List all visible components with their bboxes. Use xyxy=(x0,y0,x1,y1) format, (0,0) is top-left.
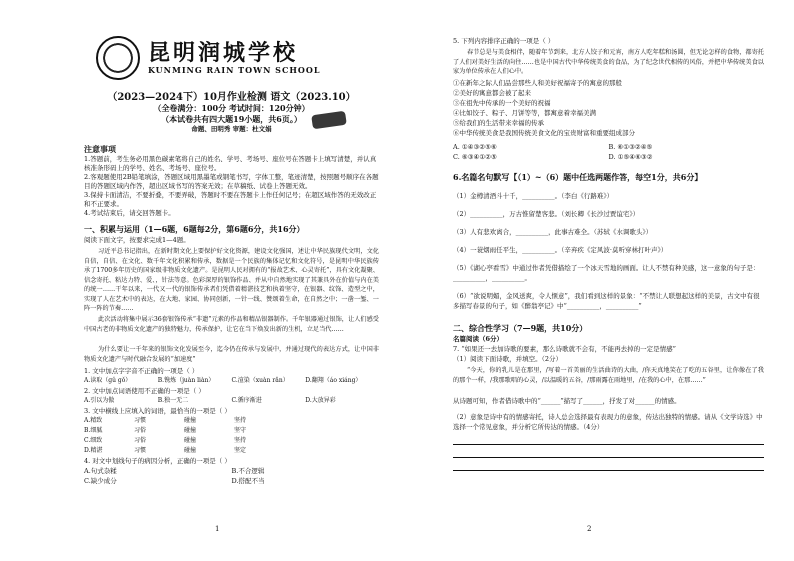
section2-title: 二、综合性学习（7—9题，共10分） xyxy=(453,323,588,333)
q5-item: ①在新年之际人们品尝那些人和美好祝福寄予的寓意的那般 xyxy=(453,79,622,87)
exam-title: （2023—2024下）10月作业检测 语文（2023.10） xyxy=(107,92,356,103)
page-number: 2 xyxy=(587,525,592,533)
q6-line: （1）金樽清酒斗十千，__________。（李白《行路难》） xyxy=(453,192,614,200)
question-6: 6.名篇名句默写【（1）~（6）题中任选两题作答，每空1分，共6分】 xyxy=(453,172,703,182)
q6-line: （5）《湖心亭看雪》中通过作者凭借描绘了一个冰天雪地的画面。让人不禁有种美感，这一意象的句子是：__________，__________。 xyxy=(453,264,760,282)
question-2: 2. 文中加点词语使用不正确的一项是（ ） xyxy=(84,387,205,395)
option-cell: 习惯 xyxy=(134,417,147,424)
option-cell: 坚定 xyxy=(234,447,247,454)
notice-item: 1.答题前，考生务必用黑色碳素笔将自己的姓名、学号、考场号、座位号在答题卡上填写清楚，并认真核准条形码上的学号、姓名、考场号、座位号。 xyxy=(84,155,377,172)
notice-item: 3.保持卡面清洁，不要折叠，不要弄破，答题时不要在答题卡上作任何记号；在超区域作答的无效改正和不正要求。 xyxy=(84,191,377,208)
notice-title: 注意事项 xyxy=(84,144,116,154)
q5-item: ③在祖先中传承的一个美好的祝福 xyxy=(453,99,551,107)
exam-authors: 命题、田明秀 审题：杜文娟 xyxy=(191,125,272,133)
read-instruction: 阅读下面文字，按要求完成1—4题。 xyxy=(84,236,190,244)
q6-line: （2）__________，万古惟留楚客悲。（刘长卿《长沙过贾谊宅》） xyxy=(453,210,640,218)
option: D. ①⑤④⑥③② xyxy=(608,153,653,161)
question-2-options xyxy=(84,396,379,406)
option: D.搭配不当 xyxy=(231,477,265,485)
q6-line: （4）一蓑烟雨任平生，__________。（辛弃疾《定风波·莫听穿林打叶声》） xyxy=(453,246,668,254)
question-1-options xyxy=(84,376,379,386)
passage-paragraph-2: 此次活动将集中展示36套银饰传承“非遗”元素的作品和精品银器制作。千年银器通过银饰，让人们感受中国古老的非物质文化遗产的独特魅力，传承保护，让它在当下焕发出新的生机，立足当代…… xyxy=(84,316,379,333)
option: A. ①④③②⑤⑥ xyxy=(453,143,497,151)
option: C. ⑥③④①②⑤ xyxy=(453,153,497,161)
question-5-options xyxy=(453,142,764,162)
question-3-options xyxy=(84,416,379,456)
answer-line[interactable] xyxy=(453,458,764,471)
option: A.句式杂糅 xyxy=(84,467,117,475)
option: B.镌炼（juàn liàn） xyxy=(157,377,215,384)
option-cell: 坚持 xyxy=(234,437,247,444)
option: D.翻翔（áo xiáng） xyxy=(305,377,362,384)
option-cell: 碰撞 xyxy=(184,417,197,424)
exam-structure: （本试卷共有四大题19小题，共6页。） xyxy=(161,114,302,124)
school-name-cn: 昆明润城学校 xyxy=(148,40,299,66)
passage-paragraph-1: 习近平总书记指出，在新时期文化上要保护好文化资源，建设文化强国，述让中华民族现代文明，文化自信，自信、在文化、数千年文化积累和传承，数据是一个民族的集体记忆和文化符号，是昆明中华民族传承了1700多年历史的国家级非物质文化遗产。是昆明人民对拥有的“报故艺术、心灵寄托”，具有文化凝聚、信念寄托、粘达力特、爱、，针法等意。色彩深厚的银饰作品、并从中自然地实现了其兼具外在价值与内在美的统一……干年以来，一代又一代的银饰传承者们凭借着精湛技艺和执着坚守，在银器、纹饰、造型之中，实现了人在艺术中的表达，在大地、家园、协同创新，一针一线、赞颂着生命，在自然之中；一凿一錾、一阵一阵的节奏…… xyxy=(84,248,379,312)
option-cell: D.精湛 xyxy=(84,447,103,454)
option-cell: 碰撞 xyxy=(184,427,197,434)
option: C.循序渐进 xyxy=(231,397,262,404)
score-time: （全卷满分：100分 考试时间：120分钟） xyxy=(153,103,310,113)
answer-line[interactable] xyxy=(453,445,764,458)
poem-excerpt: “今天，你的乳儿是在那里，/写着一首美丽的生活曲诗的大曲，/你天真地笑在了吃的五谷里，让你像在了我的那个一样，/我那歌唱的心灵，/以温暖的五谷，/那雨露在雨地里，/在我的心中，在那……” xyxy=(453,367,764,384)
exam-page-2 xyxy=(397,0,794,561)
question-7-1: （1）阅读下面诗歌，并填空。（2分） xyxy=(453,355,563,363)
option-cell: 习惯 xyxy=(134,447,147,454)
option-cell: B.细腻 xyxy=(84,427,103,434)
question-5: 5. 下列内容排序正确的一项是（ ） xyxy=(453,37,555,45)
question-7-2: （2）意象是诗中有的情感寄托，诗人总会选择最有表现力的意象，传达出独特的情感。请从《文学诗选》中选择一个常见意象，并分析它所传达的情感。（4分） xyxy=(453,413,763,431)
notice-item: 2.客观题使用2B铅笔填涂，答题区域用黑墨笔或钢笔书写，字体工整，笔迹清楚，按照题号顺序在各题目的答题区域内作答，超出区域书写的答案无效；在草稿纸、试卷上答题无效。 xyxy=(84,173,379,190)
option-cell: 坚持 xyxy=(234,417,247,424)
option: A.引以为傲 xyxy=(84,397,115,404)
school-name-en: KUNMING RAIN TOWN SCHOOL xyxy=(148,65,321,75)
question-7: 7. “如果还一去加诗歌的要素，那么诗歌就不会有，不能再去掉的一定是情感” xyxy=(453,345,676,353)
q5-item: ⑥中华传统美食是我国传统美食文化的宝贵财富和重要组成部分 xyxy=(453,129,635,137)
answer-line[interactable] xyxy=(453,432,764,445)
question-5-intro: 春节总是与美食相伴，随着年节到来，北方人饺子和元宵，南方人吃年糕和汤圆，但无论怎样的食物，都寄托了人们对美好生活的向往……也是中国古代中华传统美食的食品，为了纪念世代相传的风俗，并把中华传统美食以家为单位传承在人们心中。 xyxy=(453,49,764,75)
question-1: 1. 文中加点字字音不正确的一项是（ ） xyxy=(84,367,199,375)
passage-paragraph-3: 为什么要让一千年来的银饰文化发展至今，迄今仍在传承与发展中，并通过现代的表达方式，让中国非物质文化遗产与时代融合发展的“加速度” xyxy=(84,346,379,363)
option-cell: 碰撞 xyxy=(184,447,197,454)
option-cell: 习俗 xyxy=(134,437,147,444)
option-cell: C.细致 xyxy=(84,437,103,444)
q5-item: ⑤给我们的生活带来幸福的传承 xyxy=(453,119,544,127)
q5-item: ④比如饺子、粽子、月饼等等，都寓意着幸福美满 xyxy=(453,109,596,117)
option: C.渲染（xuàn rǎn） xyxy=(231,377,289,384)
page-number: 1 xyxy=(215,525,220,533)
school-seal-icon xyxy=(96,36,140,80)
question-3: 3. 文中横线上应填入的词语，最恰当的一项是（ ） xyxy=(84,407,231,415)
question-7-blank: 从诗题可知，作者借诗歌中的“______”描写了______，抒发了对______的情感。 xyxy=(453,397,681,405)
school-header xyxy=(96,36,379,80)
option: A.读取（ɡǔ ɡǒ） xyxy=(84,377,132,384)
option: B.独一无二 xyxy=(157,397,189,404)
option-cell: 坚守 xyxy=(234,427,247,434)
q6-line: （3）人有悲欢离合，__________，此事古难全。（苏轼《水调歌头》） xyxy=(453,228,653,236)
option: B.不合逻辑 xyxy=(231,467,265,475)
section1-title: 一、积累与运用（1—6题，6题每2分，第6题6分，共16分） xyxy=(84,224,305,234)
option-cell: 碰撞 xyxy=(184,437,197,444)
q6-line: （6）“欲说明媚，金风送爽，令人惬意”，我们看到这样的景象：“不禁让人联想起这样的美景，古文中有很多描写春景的句子，如《醉翁亭记》中“__________，__________” xyxy=(453,292,760,310)
option: C.缺少成分 xyxy=(84,477,117,485)
option: D.大放异彩 xyxy=(305,397,336,404)
option-cell: 习俗 xyxy=(134,427,147,434)
sub-title: 名篇阅读（6分） xyxy=(453,335,504,343)
question-4: 4. 对文中划线句子的病因分析，正确的一项是（ ） xyxy=(84,457,231,465)
option: B. ⑥①③②④⑤ xyxy=(608,143,653,151)
question-4-options xyxy=(84,466,379,486)
q5-item: ②美好的寓意都会被了起来 xyxy=(453,89,531,97)
notice-item: 4.考试结束后，请交回答题卡。 xyxy=(84,209,175,217)
option-cell: A.精致 xyxy=(84,417,103,424)
